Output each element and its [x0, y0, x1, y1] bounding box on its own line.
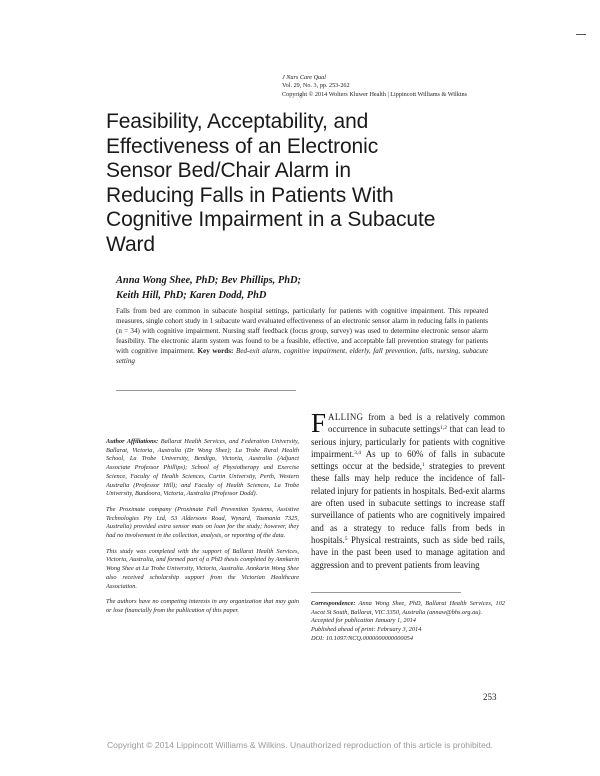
ref-2: 3,4 — [354, 449, 362, 456]
journal-volume: Vol. 29, No. 3, pp. 253-262 — [282, 82, 350, 90]
body-text-5: Physical restraints, such as side bed rails, have in the past been used to manage agitation and aggression and to prevent patients from leaving — [311, 534, 505, 570]
drop-cap: F — [311, 408, 327, 438]
ref-4: 5 — [344, 535, 348, 542]
author-line-1: Anna Wong Shee, PhD; Bev Phillips, PhD; — [116, 275, 301, 286]
author-affiliations — [106, 438, 299, 499]
journal-header — [282, 74, 467, 99]
body-text-3: As up to 60% of falls in subacute settings occur at the bedside, — [311, 448, 505, 472]
copyright-footer: Copyright © 2014 Lippincott Williams & Wilkins. Unauthorized reproduction of this article is prohibited. — [106, 740, 494, 750]
body-text-1: from a bed is a relatively common occurrence in subacute settings — [328, 412, 505, 435]
abstract — [116, 307, 488, 366]
author-line-2: Keith Hill, PhD; Karen Dodd, PhD — [116, 290, 267, 301]
footnotes-column — [106, 438, 299, 623]
correspondence-text: Anna Wong Shee, PhD, Ballarat Health Services, 102 Ascot St South, Ballarat, VIC 3350, Australia (annaw@bhs.org.au). — [311, 600, 505, 616]
published-date: Published ahead of print: February 3, 2014 — [311, 626, 422, 634]
affiliations-text: Ballarat Health Services, and Federation University, Ballarat, Victoria, Australia (Dr Wong Shee); La Trobe Rural Health School, La Trobe University, Bendigo, Victoria, Australia (Adjunct Associate Professor Phillips); School of Physiotherapy and Exercise Science, Faculty of Health Sciences, Curtin University, Perth, Western Australia (Professor Hill); and Faculty of Health Sciences, La Trobe University, Bundoora, Victoria, Australia (Professor Dodd). — [106, 438, 300, 498]
journal-copyright: Copyright © 2014 Wolters Kluwer Health | Lippincott Williams & Wilkins — [282, 90, 468, 98]
correspondence — [311, 600, 505, 617]
lead-word: ALLING — [328, 412, 364, 422]
ref-1: 1,2 — [440, 425, 447, 432]
correspondence-label: Correspondence: — [311, 600, 356, 607]
corner-mark — [576, 34, 586, 35]
keywords-label: Key words: — [197, 346, 234, 355]
keywords: Bed-exit alarm, cognitive impairment, elderly, fall prevention, falls, nursing, subacute setting — [116, 346, 488, 365]
doi: DOI: 10.1097/NCQ.0000000000000054 — [311, 634, 413, 642]
author-list — [116, 273, 446, 303]
body-text-2: that can lead to serious injury, particularly for patients with cognitive impairment. — [311, 424, 505, 459]
journal-name: J Nurs Care Qual — [282, 74, 326, 81]
competing-interests-note: The authors have no competing interests in any organization that may gain or lose financially from the publication of this paper. — [106, 598, 299, 614]
support-note: This study was completed with the support of Ballarat Health Services, Victoria, Australia, and formed part of a PhD thesis completed by Annkarin Wong Shee at La Trobe University, Victoria, Australia. Annkarin Wong Shee also received scholarship support from the Victorian Healthcare Association. — [106, 547, 299, 590]
body-text-4: strategies to prevent these falls may help reduce the incidence of fall-related injury for patients in hospitals. Bed-exit alarms are often used in subacute settings to increase staff surveillance of patients who are cognitively impaired and as a strategy to reduce falls from beds in hospitals. — [311, 461, 506, 545]
abstract-divider — [116, 390, 296, 391]
article-title: Feasibility, Acceptability, and Effectiveness of an Electronic Sensor Bed/Chair Alarm in Reducing Falls in Patients With Cognitive Impairment in a Subacute Ward — [106, 110, 436, 256]
correspondence-divider — [311, 592, 461, 593]
accepted-date: Accepted for publication January 1, 2014 — [311, 617, 416, 625]
abstract-text: Falls from bed are common in subacute hospital settings, particularly for patients with cognitive impairment. This repeated measures, single cohort study in 1 subacute ward evaluated effectiveness of an electronic sensor alarm in reducing falls in patients (n = 34) with cognitive impairment. Nursing staff feedback (focus group, survey) was used to determine electronic sensor alarm feasibility. The electronic alarm system was found to be a feasible, effective, and acceptable fall prevention strategy for patients with cognitive impairment. — [116, 307, 488, 355]
body-column — [311, 408, 506, 571]
page-number: 253 — [483, 692, 497, 702]
correspondence-block — [311, 600, 505, 644]
body-paragraph — [311, 408, 506, 571]
ref-3: 1 — [422, 462, 425, 469]
affiliations-label: Author Affiliations: — [106, 438, 159, 445]
proximate-note: The Proximate company (Proximate Fall Prevention Systems, Assistive Technologies Pty Ltd, 53 Aldersons Road, Wynard, Tasmania 7325, Australia) provided extra sensor mats on loan for the study; however, they had no involvement in the collection, analysis, or reporting of the data. — [106, 505, 299, 540]
